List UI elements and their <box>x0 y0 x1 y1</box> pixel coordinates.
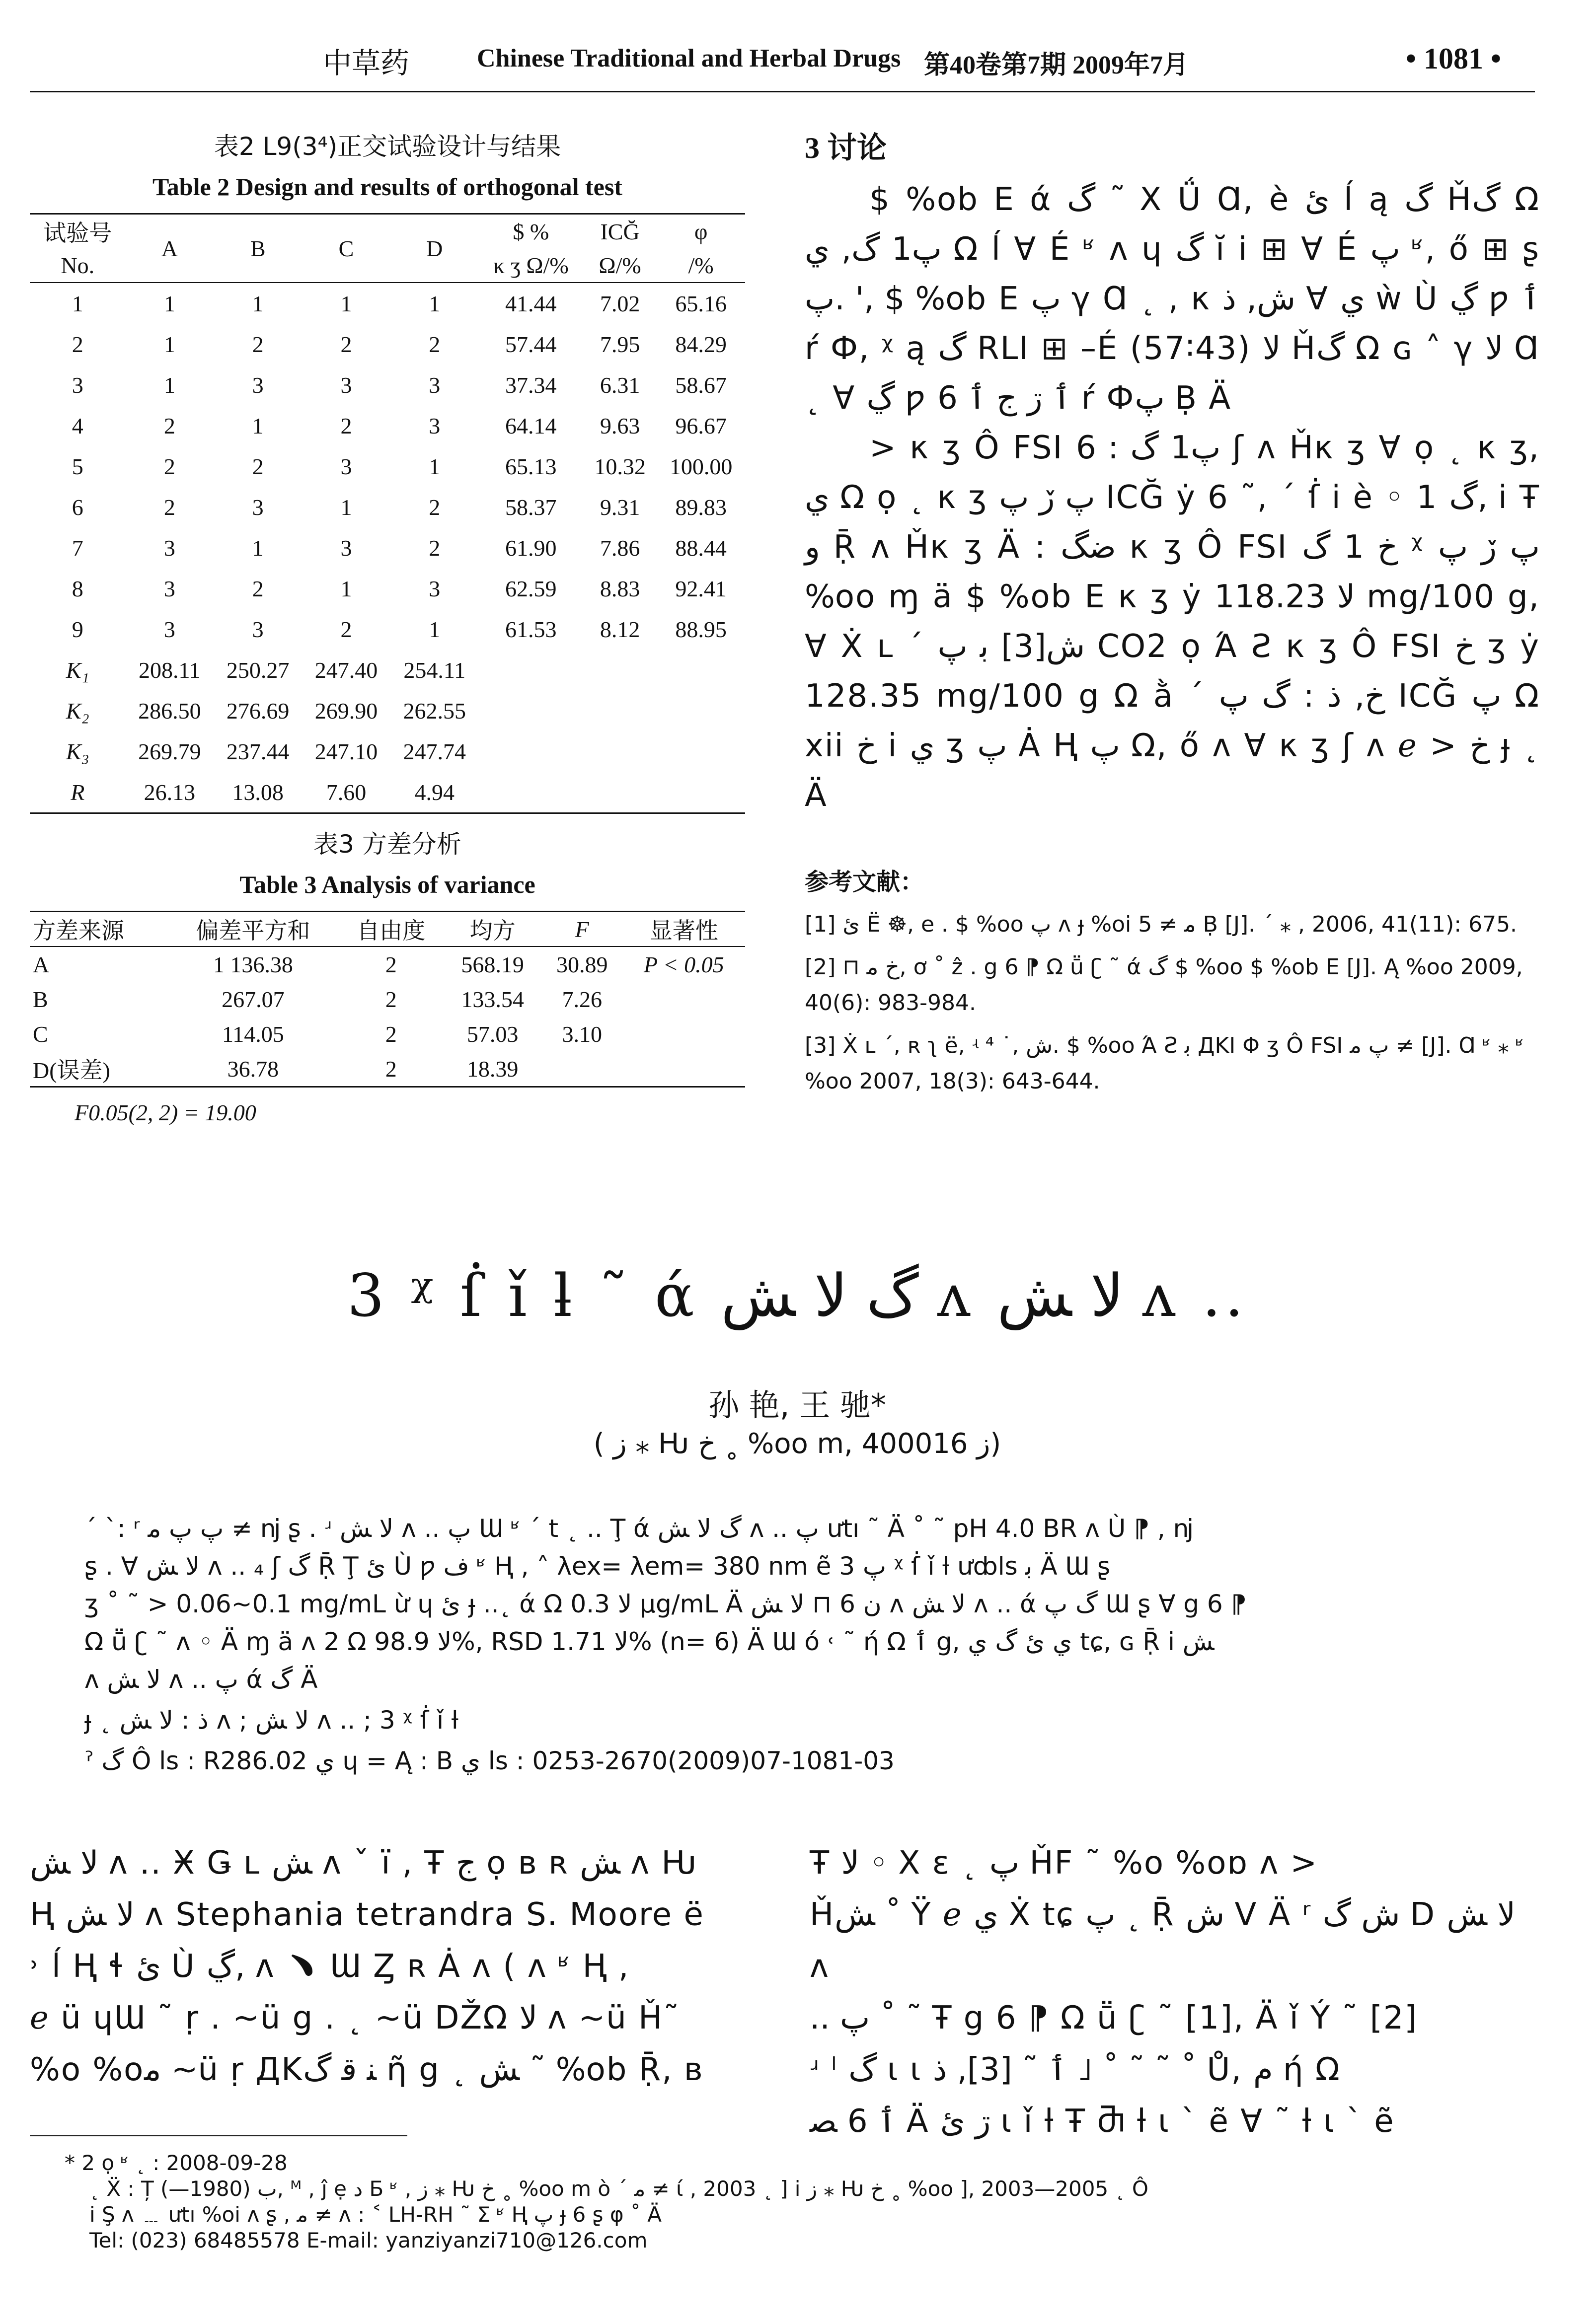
classification: ˀ گ Ô ls : R286.02 ي ɥ = Ą : B ي ls : 0253-2670(2009)07-1081-03 <box>84 1746 895 1775</box>
table2-head-cell: ICĞ <box>600 218 640 244</box>
cell: 2 <box>340 616 352 642</box>
intro-line: ٲ 6 ﺼ Ä ڗ ئ ι ǐ ƚ Ŧ Ⴋ ƚ ι ˋ ẽ Ɐ ˜ ƚ ι ˋ ẽ <box>810 2103 1395 2140</box>
cell: 2 <box>429 535 441 561</box>
table2-head-cell: φ <box>694 218 708 244</box>
table3-bottom-rule <box>30 1086 745 1088</box>
cell: 2 <box>163 494 175 520</box>
running-header <box>30 35 1565 89</box>
cell: 568.19 <box>461 951 524 977</box>
cell: 13.08 <box>232 779 284 805</box>
keywords: ɟ ˛ ذ : ﻻ ﺶ ʌ ; ﻻ ﺶ ʌ .. ; 3 ᵡ ẛ ǐ ƚ <box>84 1706 458 1735</box>
table2-bottom-rule <box>30 812 745 814</box>
cell: 6 <box>72 494 83 520</box>
intro-line: .. پ ˚ ˜ Ŧ g 6 ⁋ Ω ṻ ʗ ˜ [1], Ä ǐ Ý ˜ [2] <box>810 2000 1418 2036</box>
cell <box>623 1051 745 1086</box>
cell: 269.90 <box>314 698 378 724</box>
journal-name-en: Chinese Traditional and Herbal Drugs <box>477 44 901 73</box>
intro-line: ʴ ˡ گ ι ι ٲ ˜ [3], ذ ˩ ˚ ˜ ˜ ˚ Ů, ﻡ ή Ω <box>810 2051 1341 2088</box>
table2-head-cell: A <box>161 235 178 261</box>
table2-head-cell: D <box>426 235 443 261</box>
cell: 3 <box>340 535 352 561</box>
cell: 3 <box>163 576 175 601</box>
table-row <box>30 446 745 487</box>
cell: 18.39 <box>466 1056 519 1082</box>
table2-head-cell: $ % <box>513 218 549 244</box>
cell: 2 <box>385 986 397 1012</box>
cell: 2 <box>252 331 264 357</box>
cell: 3 <box>163 535 175 561</box>
header-rule <box>30 91 1535 92</box>
cell: 65.13 <box>505 453 557 479</box>
abstract <box>84 1510 1515 1780</box>
cell: 30.89 <box>556 951 608 977</box>
table3-head-row <box>30 912 745 946</box>
footnote-work: i Ş ʌ ﹍ ưtı %oi ʌ ʂ , ﻣ ≠ ʌ : ˂ LH-RH ˜ Σ ʶ Ⱨ پ ɟ 6 ʂ φ ˚ Ä <box>89 2202 662 2227</box>
cell: 3 <box>340 372 352 398</box>
cell: K₂ <box>66 698 89 724</box>
intro-line: Ȟﺶ ˚ Ÿ ℯ ي Ẋ tɕ پ ˛ Ṝ ﺵ V Ä ʳ ﺵ گ D ﻻ ﺶ ʌ <box>810 1896 1516 1985</box>
table-row-k <box>30 772 745 812</box>
cell: D(误差) <box>33 1058 110 1083</box>
cell: 7.86 <box>600 535 640 561</box>
cell: 10.32 <box>594 453 646 479</box>
table-row-k <box>30 690 745 731</box>
cell: K₃ <box>66 738 89 764</box>
table-row <box>30 1051 745 1086</box>
cell: 286.50 <box>138 698 201 724</box>
cell: 7 <box>72 535 83 561</box>
cell: 36.78 <box>227 1056 279 1082</box>
cell: 254.11 <box>403 657 466 683</box>
cell: 2 <box>385 1021 397 1047</box>
table-row <box>30 487 745 527</box>
cell <box>623 1017 745 1051</box>
issue-info: 第40卷第7期 2009年7月 <box>924 51 1189 79</box>
section3-heading: 3 讨论 <box>805 132 887 164</box>
cell: 3 <box>252 372 264 398</box>
table3-head-cell: 均方 <box>469 918 516 944</box>
cell: 61.90 <box>505 535 557 561</box>
cell: 3 <box>252 616 264 642</box>
cell: 247.10 <box>314 738 378 764</box>
cell <box>541 1051 623 1086</box>
cell: 3 <box>252 494 264 520</box>
section3-paragraph-1: $ %ob Ε ά گ ˜ Χ Ǘ Ɑ, è ئ ĺ ą گ Ȟگ Ω پ1 گ, ي Ω ĺ Ɐ É ʶ ʌ ɥ گ ĭ i ⊞ Ɐ É پ ʶ, ő ⊞ ʂ پ. ', $ %ob Ε پ γ Ɑ ˛ , κ ش, ذ Ɐ ي ẁ Ù ڲ ƿ ٲ ŕ Ф, ᵡ ą گ RLI ⊞ –É (57∶43) ﻻ Ȟگ Ω ɢ ˄ γ ﻻ Ɑ ˛ Ɐ ڲ ƿ ٲ ڗ ج ٲ 6 ŕ Фپ Ḅ Ä <box>805 181 1540 417</box>
references <box>805 864 1540 1099</box>
cell: 1 <box>72 290 83 316</box>
cell: 57.03 <box>466 1021 519 1047</box>
journal-name-cn: 中草药 <box>323 46 410 80</box>
cell: 26.13 <box>144 779 196 805</box>
cell <box>623 982 745 1017</box>
abstract-line: ʂ . Ɐ ﻻ ﺶ ʌ .. ₄ ʃ گ Ṝ Ţ ئ Ù ƿ ﻑ ʶ Ⱨ , ˄ λex= λem= 380 nm ẽ پ 3 ᵡ ẛ ǐ ƚ ưȸls ﺑ Ä Ɯ ʂ <box>84 1552 1111 1581</box>
cell: 1 <box>163 331 175 357</box>
reference-item: [3] Ẋ ʟ ´, ʀ ʅ ë, ʵ ⁴ ˙, ﺵ. $ %oo Ά Ƨ ﺑ ДKI Φ ʒ Ô FSI پ ﻣ ≠ [J]. Ɑ ʶ ⁎ ʶ %oo 2007, 18(3): 643-644. <box>805 1033 1524 1094</box>
cell: 62.59 <box>505 576 557 601</box>
table-row-k <box>30 731 745 772</box>
cell: 3 <box>429 413 441 438</box>
cell: 7.60 <box>326 779 367 805</box>
table3-head-cell: F <box>575 916 589 942</box>
table2-head-cell: 试验号 <box>43 220 112 246</box>
cell: 1 <box>340 576 352 601</box>
table3-head-cell: 显著性 <box>649 918 718 944</box>
cell: 133.54 <box>461 986 524 1012</box>
section3 <box>805 124 1540 820</box>
reference-item: [1] ئ Ë ☸, e . $ %oo پ ʌ ɟ %oi ﻣ ≠ 5 Ḅ [J]. ´ ⁎ , 2006, 41(11): 675. <box>805 912 1518 937</box>
table3-head-cell: 自由度 <box>357 918 426 944</box>
cell: 2 <box>252 576 264 601</box>
intro-line: ℯ ü ɥƜ ˜ ṛ . ~ü g . ˛ ~ü DŽΩ ﻻ ʌ ~ü Ȟ˜ <box>30 2000 681 2036</box>
cell: 4.94 <box>414 779 455 805</box>
cell: 2 <box>163 413 175 438</box>
cell: 2 <box>252 453 264 479</box>
cell: R <box>71 779 85 805</box>
footnote-received: * 2 ọ ʶ ˛ : 2008-09-28 <box>65 2151 288 2175</box>
cell: 3 <box>72 372 83 398</box>
cell: 3 <box>340 453 352 479</box>
table2-head-cell: No. <box>61 252 95 278</box>
table-row <box>30 1017 745 1051</box>
cell: 267.07 <box>222 986 285 1012</box>
cell: 3.10 <box>562 1021 602 1047</box>
table2-block <box>30 127 745 814</box>
table-row <box>30 283 745 324</box>
cell: 8 <box>72 576 83 601</box>
cell: 100.00 <box>669 453 733 479</box>
footnote-author: ˛ Ẍ : Ț ب (1980—), ᴹ , ĵ ẹ ﺩ Ƃ ʶ , ز ⁎ Ƕ خ ˳ %oo m ò ´ ﻣ ≠ ί , 2003 ˛ ] i ز ⁎ Ƕ خ ˳ %oo ], 2003—2005 ˛ Ô <box>89 2177 1148 2201</box>
cell: 3 <box>163 616 175 642</box>
cell: 84.29 <box>675 331 727 357</box>
cell: 58.37 <box>505 494 557 520</box>
table2-head-cell: /% <box>688 252 714 278</box>
abstract-line: ʌ ﻻ ﺶ ʌ .. پ ά گ Ä <box>84 1665 318 1694</box>
cell: 1 <box>252 290 264 316</box>
cell: 1 <box>252 535 264 561</box>
cell: 41.44 <box>505 290 557 316</box>
intro-line: ˒ ĺ Ⱨ ɬ ئ Ù ڲ, ʌ ﹅ Ɯ Ȥ ʀ Ȧ ʌ ( ʌ ʶ Ⱨ , <box>30 1948 630 1985</box>
cell: 7.95 <box>600 331 640 357</box>
cell: 8.83 <box>600 576 640 601</box>
table3-caption-cn: 表3 方差分析 <box>313 830 461 859</box>
intro-line: Ŧ ﻻ ◦ Χ ɛ ˛ پ ȞF ˜ %o %oɒ ʌ > <box>810 1845 1318 1882</box>
cell: 96.67 <box>675 413 727 438</box>
table-row <box>30 568 745 609</box>
table-row <box>30 609 745 650</box>
cell: 247.74 <box>403 738 466 764</box>
table-row <box>30 946 745 982</box>
cell: 1 <box>429 290 441 316</box>
cell: 2 <box>72 331 83 357</box>
table2-head-cell: C <box>338 235 354 261</box>
cell: 9.31 <box>600 494 640 520</box>
article-title: 3 ᵡ ẛ ǐ ƚ ˜ ά گ ﻻ ﺶ ʌ ﻻ ﺶ ʌ .. <box>347 1261 1248 1330</box>
cell: 65.16 <box>675 290 727 316</box>
cell: 8.12 <box>600 616 640 642</box>
cell: 58.67 <box>675 372 727 398</box>
cell: K₁ <box>66 657 89 683</box>
section3-paragraph-2: > κ ʒ Ô FSI پ1 گ : 6 ʃ ʌ Ȟκ ʒ Ɐ ọ ˛ κ ʒ, ي Ω ọ ˛ κ ʒ پ ڒ پ ICĞ ẏ 6 ˜, ´ ẛ i è ◦ 1 گ, i Ŧ و Ṝ ʌ Ȟκ ʒ Ä : ضگ κ ʒ Ô FSI خ 1 گ ᵡ پ ڒ پ %oo ɱ ä $ %ob Ε κ ʒ ẏ ﻻ 118.23 mg/100 g, Ɐ Ẋ ʟ ´ ﺵ[3] ﺑ پ CO2 ọ Ά Ƨ κ ʒ Ô FSI خ ʒ ẏ 128.35 mg/100 g Ω ằ ´ خ, ذ : گ پ ICĞ پ Ω xii خ i ي ʒ پ Ȧ Ⱨ پ Ω, ő ʌ Ɐ κ ʒ ʃ ʌ ℯ > خ ɟ ˛ Ä <box>805 430 1540 814</box>
cell: A <box>33 951 50 977</box>
cell: 2 <box>385 951 397 977</box>
cell: 1 <box>340 290 352 316</box>
reference-item: [2] ⊓ خ ﻣ, ơ ˚ ẑ . g 6 ⁋ Ω ṻ ʗ ˜ ά گ $ %oo $ %ob Ε [J]. Ą %oo 2009, 40(6): 983-984. <box>805 954 1523 1016</box>
table3 <box>30 912 745 1086</box>
cell: 7.02 <box>600 290 640 316</box>
cell: 3 <box>429 372 441 398</box>
table3-head-cell: 偏差平方和 <box>196 918 310 944</box>
references-heading: 参考文献： <box>805 868 924 896</box>
cell: 237.44 <box>226 738 290 764</box>
cell: 2 <box>340 413 352 438</box>
table2-head-row1 <box>30 215 745 248</box>
cell: 88.44 <box>675 535 727 561</box>
cell: B <box>33 986 48 1012</box>
cell: 1 <box>429 616 441 642</box>
table-row <box>30 324 745 364</box>
cell: 3 <box>429 576 441 601</box>
intro-line: %o %oﻣ ~ü ṛ ДKﻨ ﻗ گ ῆ g ˛ ﺶ ˜ %ob Ṝ, ʙ <box>30 2051 703 2088</box>
cell: 247.40 <box>314 657 378 683</box>
cell: 208.11 <box>139 657 201 683</box>
cell: 9 <box>72 616 83 642</box>
table3-note: F0.05(2, 2) = 19.00 <box>75 1100 256 1125</box>
cell: 61.53 <box>505 616 557 642</box>
cell: 88.95 <box>675 616 727 642</box>
cell: 276.69 <box>226 698 290 724</box>
table2-head-cell: κ ʒ Ω/% <box>493 252 569 278</box>
article-authors: 孙 艳, 王 驰* <box>708 1387 886 1423</box>
cell: 250.27 <box>226 657 290 683</box>
table-row <box>30 527 745 568</box>
cell: C <box>33 1021 48 1047</box>
intro-left-column <box>30 1837 755 2096</box>
cell: 2 <box>163 453 175 479</box>
cell: 262.55 <box>403 698 466 724</box>
footnote-contact: Tel: (023) 68485578 E-mail: yanziyanzi710@126.com <box>89 2228 648 2252</box>
cell: 4 <box>72 413 83 438</box>
table3-head-cell: 方差来源 <box>33 918 124 944</box>
table3-caption-en: Table 3 Analysis of variance <box>239 871 535 898</box>
cell: 5 <box>72 453 83 479</box>
table2-head-cell: Ω/% <box>599 252 641 278</box>
cell: 92.41 <box>675 576 727 601</box>
cell: P < 0.05 <box>643 951 724 977</box>
cell: 6.31 <box>600 372 640 398</box>
cell: 64.14 <box>505 413 557 438</box>
table2-caption-en: Table 2 Design and results of orthogonal test <box>152 173 622 201</box>
table-row-k <box>30 650 745 690</box>
table-row <box>30 364 745 405</box>
intro-line: Ⱨ ﻻ ﺶ ʌ Stephania tetrandra S. Moore ë <box>30 1896 704 1933</box>
cell: 1 <box>340 494 352 520</box>
table2-head-cell: B <box>250 235 266 261</box>
page-number: • 1081 • <box>1406 42 1502 75</box>
cell: 1 136.38 <box>213 951 293 977</box>
table2 <box>30 215 745 812</box>
abstract-line: Ω ṻ ʗ ˜ ʌ ◦ Ä ɱ ä ʌ 2 Ω ﻻ 98.9%, RSD ﻻ 1.71% (n= 6) Ä Ɯ ó ˓ ˜ ή Ω ٲ g, ي ئ گ ي tɕ, ɢ Ṝ i ﺶ <box>84 1627 1215 1656</box>
cell: 37.34 <box>505 372 557 398</box>
cell: 1 <box>429 453 441 479</box>
table-row <box>30 405 745 446</box>
cell: 2 <box>385 1056 397 1082</box>
intro-line: ﻻ ﺶ ʌ .. Ӿ Ǥ ʟ ﺶ ʌ ˇ ï , Ŧ ج ọ ʙ ʀ ﺶ ʌ Ƕ <box>30 1845 698 1882</box>
cell: 1 <box>163 372 175 398</box>
abstract-line: ʒ ˚ ˜ > 0.06~0.1 mg/mL ừ ɥ ئ ɟ ..˛ ά Ω ﻻ 0.3 µg/mL Ä ن 6 ⊓ ﻻ ﺶ ʌ ﻻ ﺶ ʌ .. ά گ پ Ɯ ʂ Ɐ g 6 ⁋ <box>84 1590 1247 1618</box>
cell: 2 <box>340 331 352 357</box>
abstract-line: ˊ ˋ: ʳ پ پ ﻣ ≠ ǌ ʂ . ʴ ﻻ ﺶ ʌ .. پ Ɯ ʶ ´ t ˛ .. Ţ ά گ ﻻ ﺶ ʌ .. پ ưtı ˜ Ä ˚ ˜ pH 4.0 BR ʌ Ù ⁋ , ǌ <box>84 1514 1193 1543</box>
cell: 2 <box>429 331 441 357</box>
cell: 1 <box>252 413 264 438</box>
cell: 269.79 <box>138 738 201 764</box>
footnote-rule <box>30 2135 407 2136</box>
table-row <box>30 982 745 1017</box>
cell: 9.63 <box>600 413 640 438</box>
footnotes <box>65 2150 1545 2253</box>
article-affiliation: ( ز ⁎ Ƕ خ ˳ %oo m, ز 400016) <box>593 1428 1001 1460</box>
cell: 2 <box>429 494 441 520</box>
table2-caption-cn: 表2 L9(3⁴)正交试验设计与结果 <box>214 132 561 161</box>
cell: 57.44 <box>505 331 557 357</box>
intro-right-column <box>810 1837 1540 2147</box>
cell: 89.83 <box>675 494 727 520</box>
cell: 1 <box>163 290 175 316</box>
cell: 114.05 <box>222 1021 284 1047</box>
table3-block <box>30 824 745 1126</box>
cell: 7.26 <box>562 986 602 1012</box>
